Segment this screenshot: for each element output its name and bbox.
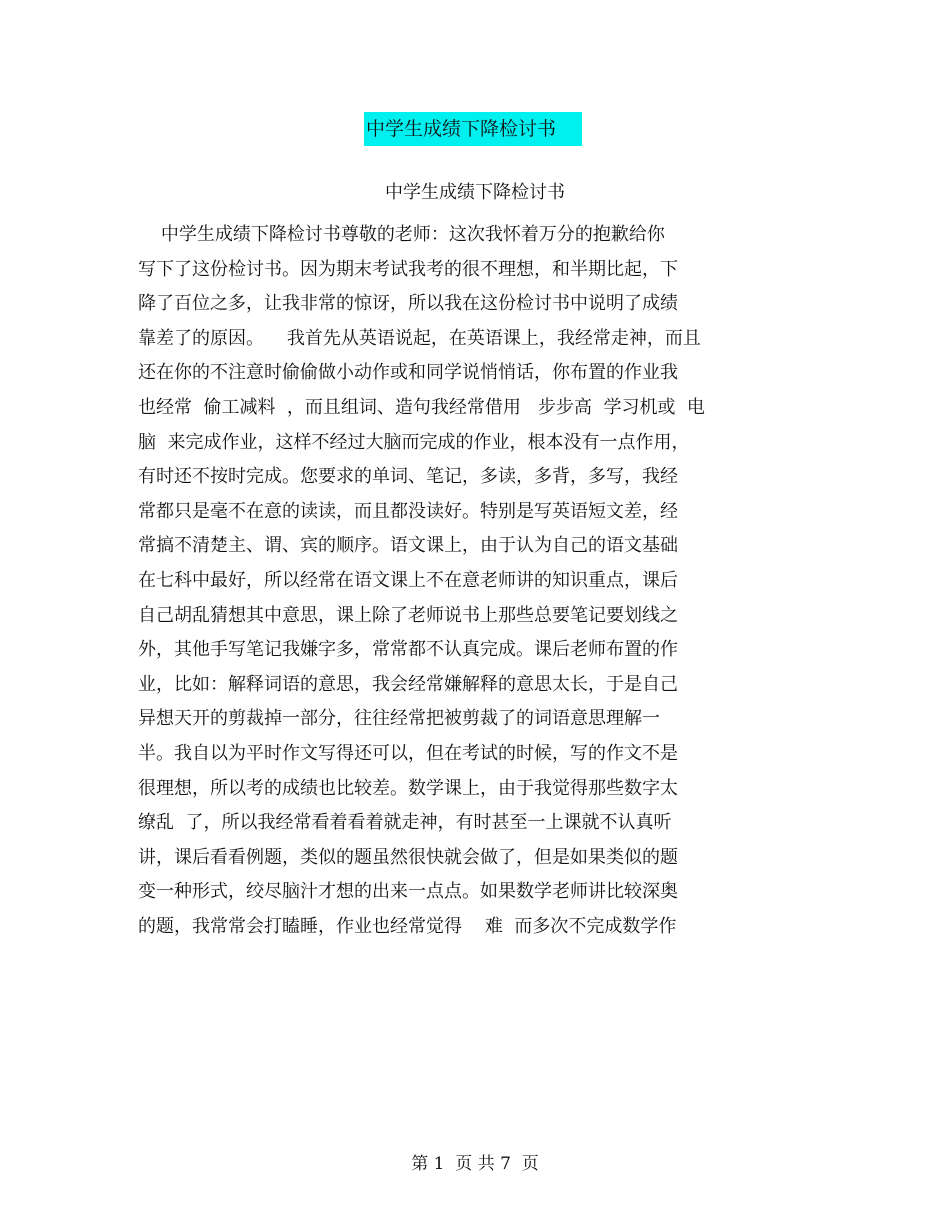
document-subtitle: 中学生成绩下降检讨书 xyxy=(385,182,565,203)
page-title: 中学生成绩下降检讨书 xyxy=(364,112,582,146)
body-line: 缭乱 了，所以我经常看着看着就走神，有时甚至一上课就不认真听 xyxy=(138,812,672,834)
body-line: 自己胡乱猜想其中意思，课上除了老师说书上那些总要笔记要划线之 xyxy=(138,604,678,626)
body-line: 写下了这份检讨书。因为期末考试我考的很不理想，和半期比起，下 xyxy=(138,258,678,280)
body-line: 很理想，所以考的成绩也比较差。数学课上，由于我觉得那些数字太 xyxy=(138,777,678,799)
page-footer: 第 1 页 共 7 页 xyxy=(411,1154,539,1174)
body-line: 业，比如：解释词语的意思，我会经常嫌解释的意思太长，于是自己 xyxy=(138,673,678,695)
body-line: 靠差了的原因。 我首先从英语说起，在英语课上，我经常走神，而且 xyxy=(138,327,701,349)
body-line: 在七科中最好，所以经常在语文课上不在意老师讲的知识重点，课后 xyxy=(138,569,678,591)
body-line: 常搞不清楚主、谓、宾的顺序。语文课上，由于认为自己的语文基础 xyxy=(138,535,678,557)
body-line: 变一种形式，绞尽脑汁才想的出来一点点。如果数学老师讲比较深奥 xyxy=(138,881,678,903)
body-line: 半。我自以为平时作文写得还可以，但在考试的时候，写的作文不是 xyxy=(138,742,678,764)
body-text xyxy=(138,218,818,944)
body-line: 还在你的不注意时偷偷做小动作或和同学说悄悄话，你布置的作业我 xyxy=(138,362,678,384)
body-line: 脑 来完成作业，这样不经过大脑而完成的作业，根本没有一点作用， xyxy=(138,431,690,453)
body-line: 外，其他手写笔记我嫌字多，常常都不认真完成。课后老师布置的作 xyxy=(138,639,678,661)
body-line: 中学生成绩下降检讨书尊敬的老师：这次我怀着万分的抱歉给你 xyxy=(138,224,665,245)
body-line: 讲，课后看看例题，类似的题虽然很快就会做了，但是如果类似的题 xyxy=(138,846,678,868)
body-line: 异想天开的剪裁掉一部分，往往经常把被剪裁了的词语意思理解一 xyxy=(138,708,660,730)
body-line: 的题，我常常会打瞌睡，作业也经常觉得 难 而多次不完成数学作 xyxy=(138,915,677,937)
body-line: 降了百位之多，让我非常的惊讶，所以我在这份检讨书中说明了成绩 xyxy=(138,293,678,315)
body-line: 也经常 偷工减料 ，而且组词、造句我经常借用 步步高 学习机或 电 xyxy=(138,396,705,418)
body-line: 有时还不按时完成。您要求的单词、笔记，多读，多背，多写，我经 xyxy=(138,466,678,488)
page-title-container xyxy=(0,112,950,146)
body-line: 常都只是毫不在意的读读，而且都没读好。特别是写英语短文差，经 xyxy=(138,500,678,522)
